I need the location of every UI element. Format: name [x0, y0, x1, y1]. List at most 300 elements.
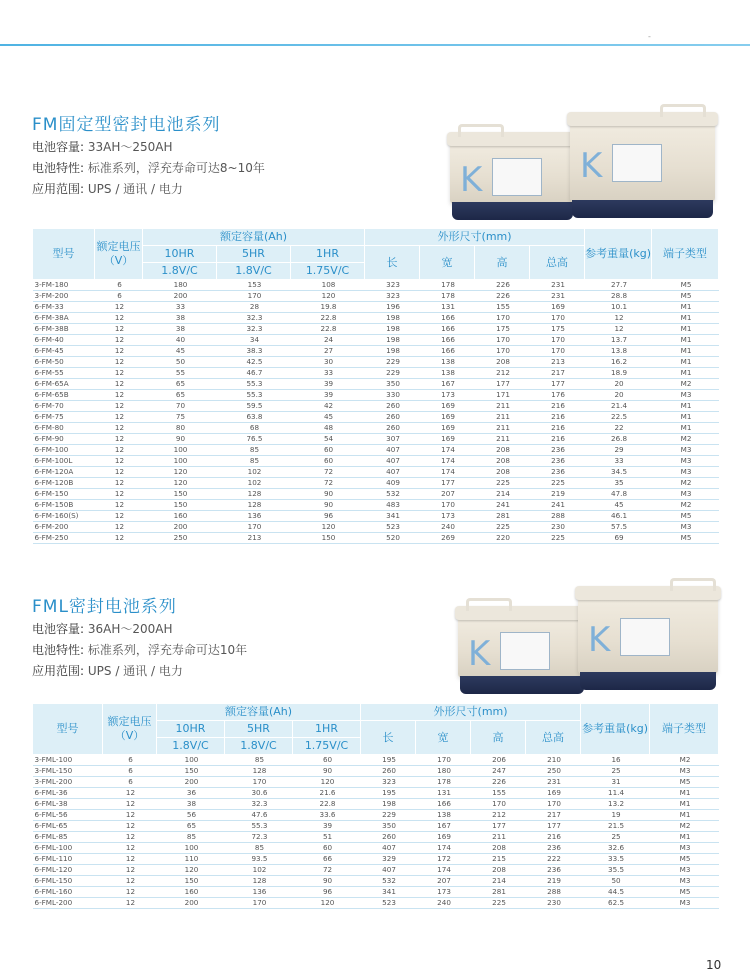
cell-width: 174 [416, 843, 471, 854]
cell-height: 171 [475, 390, 530, 401]
cell-cap-5hr: 153 [217, 280, 291, 291]
cell-cap-10hr: 100 [157, 755, 225, 766]
fm-title: FM固定型密封电池系列 [32, 115, 221, 135]
cell-weight: 47.8 [585, 489, 652, 500]
cell-length: 409 [365, 478, 420, 489]
fml-header-5hr: 5HR [225, 721, 293, 738]
cell-cap-1hr: 96 [291, 511, 365, 522]
table-row [33, 423, 719, 434]
cell-total-height: 219 [526, 876, 581, 887]
fml-header-1.8vc-a: 1.8V/C [157, 738, 225, 755]
cell-model: 6-FML-120 [33, 865, 103, 876]
cell-cap-5hr: 128 [217, 489, 291, 500]
cell-weight: 13.2 [581, 799, 650, 810]
cell-height: 212 [475, 368, 530, 379]
fml-header-1hr: 1HR [293, 721, 361, 738]
cell-cap-1hr: 22.8 [293, 799, 361, 810]
cell-length: 532 [361, 876, 416, 887]
cell-weight: 35 [585, 478, 652, 489]
cell-terminal: M5 [650, 854, 719, 865]
cell-terminal: M3 [652, 489, 719, 500]
cell-voltage: 6 [103, 755, 157, 766]
cell-width: 178 [416, 777, 471, 788]
table-row [33, 898, 719, 909]
cell-terminal: M1 [652, 313, 719, 324]
cell-cap-5hr: 128 [217, 500, 291, 511]
cell-weight: 22 [585, 423, 652, 434]
cell-terminal: M1 [650, 788, 719, 799]
cell-weight: 46.1 [585, 511, 652, 522]
fml-header-10hr: 10HR [157, 721, 225, 738]
cell-cap-5hr: 32.3 [217, 324, 291, 335]
cell-model: 6-FM-70 [33, 401, 95, 412]
cell-voltage: 6 [103, 777, 157, 788]
fml-scope-value: UPS / 通讯 / 电力 [87, 664, 183, 678]
cell-weight: 25 [581, 832, 650, 843]
cell-cap-5hr: 170 [225, 898, 293, 909]
cell-length: 260 [365, 412, 420, 423]
cell-weight: 45 [585, 500, 652, 511]
cell-weight: 13.7 [585, 335, 652, 346]
cell-cap-10hr: 150 [157, 766, 225, 777]
cell-length: 198 [361, 799, 416, 810]
cell-model: 6-FM-250 [33, 533, 95, 544]
cell-width: 178 [420, 291, 475, 302]
cell-width: 173 [420, 511, 475, 522]
cell-height: 226 [471, 777, 526, 788]
cell-total-height: 170 [530, 346, 585, 357]
cell-cap-5hr: 213 [217, 533, 291, 544]
cell-cap-1hr: 72 [293, 865, 361, 876]
cell-weight: 20 [585, 390, 652, 401]
cell-length: 229 [361, 810, 416, 821]
cell-terminal: M3 [650, 898, 719, 909]
cell-voltage: 12 [95, 313, 143, 324]
cell-total-height: 236 [526, 865, 581, 876]
cell-cap-5hr: 55.3 [217, 390, 291, 401]
cell-cap-5hr: 47.6 [225, 810, 293, 821]
cell-cap-1hr: 30 [291, 357, 365, 368]
table-row [33, 368, 719, 379]
cell-model: 6-FM-55 [33, 368, 95, 379]
cell-weight: 31 [581, 777, 650, 788]
fm-header-terminal: 端子类型 [652, 229, 719, 280]
cell-model: 6-FML-36 [33, 788, 103, 799]
fml-header-voltage: 额定电压（V） [103, 704, 157, 755]
cell-terminal: M5 [652, 280, 719, 291]
cell-voltage: 12 [95, 379, 143, 390]
cell-total-height: 236 [526, 843, 581, 854]
fm-feature-line [32, 159, 265, 176]
cell-model: 6-FML-150 [33, 876, 103, 887]
cell-length: 341 [365, 511, 420, 522]
cell-cap-1hr: 60 [291, 456, 365, 467]
cell-height: 170 [475, 346, 530, 357]
cell-model: 6-FM-150B [33, 500, 95, 511]
cell-cap-5hr: 72.3 [225, 832, 293, 843]
table-row [33, 799, 719, 810]
cell-length: 196 [365, 302, 420, 313]
cell-width: 138 [420, 368, 475, 379]
cell-cap-5hr: 102 [217, 467, 291, 478]
cell-voltage: 12 [95, 445, 143, 456]
cell-model: 6-FM-120B [33, 478, 95, 489]
cell-width: 174 [420, 467, 475, 478]
fml-feature-label: 电池特性: [32, 643, 85, 657]
fm-capacity-line [32, 138, 173, 155]
fml-scope-label: 应用范围: [32, 664, 85, 678]
fm-header-voltage: 额定电压（V） [95, 229, 143, 280]
cell-total-height: 210 [526, 755, 581, 766]
cell-cap-10hr: 50 [143, 357, 217, 368]
cell-terminal: M3 [652, 390, 719, 401]
fm-scope-label: 应用范围: [32, 182, 85, 196]
fml-header-height: 高 [471, 721, 526, 755]
cell-cap-5hr: 42.5 [217, 357, 291, 368]
cell-length: 307 [365, 434, 420, 445]
cell-total-height: 216 [530, 423, 585, 434]
table-row [33, 766, 719, 777]
table-row [33, 887, 719, 898]
cell-total-height: 231 [530, 291, 585, 302]
cell-cap-5hr: 32.3 [217, 313, 291, 324]
cell-weight: 13.8 [585, 346, 652, 357]
fm-header-1.8vc-a: 1.8V/C [143, 263, 217, 280]
cell-width: 240 [416, 898, 471, 909]
cell-total-height: 250 [526, 766, 581, 777]
cell-cap-1hr: 42 [291, 401, 365, 412]
cell-cap-1hr: 72 [291, 478, 365, 489]
fm-battery-large-image: K [570, 118, 715, 218]
cell-cap-5hr: 55.3 [225, 821, 293, 832]
cell-terminal: M5 [652, 511, 719, 522]
cell-total-height: 169 [526, 788, 581, 799]
fml-title: FML密封电池系列 [32, 597, 177, 617]
cell-total-height: 170 [530, 313, 585, 324]
cell-terminal: M2 [652, 500, 719, 511]
cell-cap-5hr: 170 [225, 777, 293, 788]
cell-voltage: 12 [95, 324, 143, 335]
fml-header-weight: 参考重量(kg) [581, 704, 650, 755]
cell-height: 211 [475, 401, 530, 412]
cell-height: 281 [471, 887, 526, 898]
cell-weight: 33.5 [581, 854, 650, 865]
cell-width: 138 [416, 810, 471, 821]
cell-cap-10hr: 110 [157, 854, 225, 865]
cell-terminal: M1 [652, 346, 719, 357]
cell-terminal: M3 [652, 522, 719, 533]
cell-model: 6-FM-150 [33, 489, 95, 500]
cell-cap-1hr: 39 [291, 379, 365, 390]
cell-weight: 28.8 [585, 291, 652, 302]
cell-weight: 20 [585, 379, 652, 390]
cell-width: 178 [420, 280, 475, 291]
table-row [33, 821, 719, 832]
fml-header-length: 长 [361, 721, 416, 755]
cell-width: 240 [420, 522, 475, 533]
cell-cap-5hr: 170 [217, 522, 291, 533]
cell-weight: 25 [581, 766, 650, 777]
cell-height: 211 [475, 412, 530, 423]
cell-weight: 32.6 [581, 843, 650, 854]
fml-header-terminal: 端子类型 [650, 704, 719, 755]
cell-total-height: 216 [526, 832, 581, 843]
cell-cap-1hr: 60 [291, 445, 365, 456]
table-row [33, 876, 719, 887]
cell-terminal: M1 [652, 401, 719, 412]
cell-weight: 34.5 [585, 467, 652, 478]
cell-length: 407 [365, 456, 420, 467]
cell-width: 169 [416, 832, 471, 843]
cell-width: 207 [420, 489, 475, 500]
cell-terminal: M2 [652, 478, 719, 489]
cell-height: 226 [475, 291, 530, 302]
cell-cap-1hr: 90 [293, 876, 361, 887]
cell-model: 6-FML-56 [33, 810, 103, 821]
table-row [33, 489, 719, 500]
cell-cap-1hr: 150 [291, 533, 365, 544]
cell-cap-10hr: 65 [157, 821, 225, 832]
cell-height: 170 [471, 799, 526, 810]
cell-model: 6-FM-100 [33, 445, 95, 456]
cell-total-height: 217 [526, 810, 581, 821]
cell-cap-1hr: 54 [291, 434, 365, 445]
cell-voltage: 12 [103, 865, 157, 876]
cell-weight: 16.2 [585, 357, 652, 368]
fml-capacity-line [32, 620, 173, 637]
cell-total-height: 216 [530, 412, 585, 423]
cell-model: 6-FM-160(S) [33, 511, 95, 522]
cell-voltage: 12 [95, 434, 143, 445]
fm-capacity-label: 电池容量: [32, 140, 85, 154]
cell-cap-5hr: 38.3 [217, 346, 291, 357]
cell-length: 341 [361, 887, 416, 898]
cell-cap-5hr: 128 [225, 876, 293, 887]
cell-length: 329 [361, 854, 416, 865]
cell-cap-10hr: 55 [143, 368, 217, 379]
cell-model: 6-FM-65B [33, 390, 95, 401]
cell-height: 220 [475, 533, 530, 544]
cell-length: 323 [365, 291, 420, 302]
cell-weight: 57.5 [585, 522, 652, 533]
cell-cap-10hr: 200 [157, 898, 225, 909]
cell-cap-5hr: 85 [217, 456, 291, 467]
cell-length: 195 [361, 788, 416, 799]
cell-terminal: M3 [652, 456, 719, 467]
cell-length: 407 [361, 843, 416, 854]
fm-scope-line [32, 180, 183, 197]
cell-voltage: 12 [103, 898, 157, 909]
cell-weight: 62.5 [581, 898, 650, 909]
table-row [33, 755, 719, 766]
fm-header-model: 型号 [33, 229, 95, 280]
fm-battery-small-image: K [450, 138, 575, 220]
cell-voltage: 12 [95, 522, 143, 533]
cell-model: 6-FM-65A [33, 379, 95, 390]
cell-weight: 69 [585, 533, 652, 544]
cell-weight: 18.9 [585, 368, 652, 379]
cell-weight: 19 [581, 810, 650, 821]
table-row [33, 280, 719, 291]
fm-header-1.8vc-b: 1.8V/C [217, 263, 291, 280]
fml-spec-table [32, 703, 719, 909]
table-row [33, 777, 719, 788]
cell-width: 166 [420, 346, 475, 357]
cell-cap-10hr: 65 [143, 379, 217, 390]
cell-total-height: 225 [530, 478, 585, 489]
cell-cap-10hr: 56 [157, 810, 225, 821]
cell-cap-5hr: 34 [217, 335, 291, 346]
cell-weight: 21.4 [585, 401, 652, 412]
cell-width: 131 [416, 788, 471, 799]
cell-length: 198 [365, 324, 420, 335]
table-row [33, 478, 719, 489]
cell-cap-10hr: 100 [143, 445, 217, 456]
cell-terminal: M2 [650, 821, 719, 832]
fm-spec-table [32, 228, 719, 544]
cell-terminal: M5 [650, 777, 719, 788]
cell-height: 225 [475, 522, 530, 533]
cell-height: 247 [471, 766, 526, 777]
table-row [33, 522, 719, 533]
cell-width: 170 [416, 755, 471, 766]
cell-cap-10hr: 150 [143, 489, 217, 500]
cell-total-height: 231 [526, 777, 581, 788]
cell-height: 170 [475, 335, 530, 346]
cell-weight: 35.5 [581, 865, 650, 876]
cell-cap-1hr: 108 [291, 280, 365, 291]
cell-width: 169 [420, 434, 475, 445]
cell-voltage: 12 [103, 799, 157, 810]
cell-length: 407 [365, 445, 420, 456]
fml-header-1.8vc-b: 1.8V/C [225, 738, 293, 755]
cell-cap-1hr: 120 [293, 777, 361, 788]
cell-voltage: 12 [95, 500, 143, 511]
cell-width: 177 [420, 478, 475, 489]
cell-terminal: M3 [650, 766, 719, 777]
table-row [33, 843, 719, 854]
cell-height: 212 [471, 810, 526, 821]
fm-feature-value: 标准系列，浮充寿命可达8~10年 [87, 161, 265, 175]
cell-cap-10hr: 200 [143, 522, 217, 533]
cell-cap-1hr: 120 [291, 291, 365, 302]
cell-length: 350 [361, 821, 416, 832]
cell-voltage: 12 [103, 810, 157, 821]
table-row [33, 401, 719, 412]
cell-cap-1hr: 66 [293, 854, 361, 865]
table-row [33, 335, 719, 346]
cell-voltage: 12 [95, 412, 143, 423]
cell-total-height: 236 [530, 467, 585, 478]
cell-length: 260 [365, 401, 420, 412]
cell-cap-1hr: 48 [291, 423, 365, 434]
cell-terminal: M3 [650, 843, 719, 854]
cell-cap-10hr: 120 [143, 478, 217, 489]
fm-header-length: 长 [365, 246, 420, 280]
cell-cap-5hr: 46.7 [217, 368, 291, 379]
cell-width: 170 [420, 500, 475, 511]
cell-total-height: 288 [526, 887, 581, 898]
cell-model: 6-FM-120A [33, 467, 95, 478]
cell-length: 330 [365, 390, 420, 401]
cell-weight: 21.5 [581, 821, 650, 832]
cell-cap-10hr: 85 [157, 832, 225, 843]
cell-height: 175 [475, 324, 530, 335]
cell-cap-5hr: 59.5 [217, 401, 291, 412]
cell-length: 323 [365, 280, 420, 291]
cell-terminal: M5 [650, 887, 719, 898]
cell-width: 180 [416, 766, 471, 777]
cell-cap-1hr: 45 [291, 412, 365, 423]
cell-weight: 12 [585, 324, 652, 335]
cell-cap-5hr: 76.5 [217, 434, 291, 445]
cell-voltage: 12 [95, 456, 143, 467]
cell-cap-1hr: 60 [293, 755, 361, 766]
cell-cap-1hr: 39 [293, 821, 361, 832]
cell-voltage: 12 [95, 357, 143, 368]
cell-total-height: 288 [530, 511, 585, 522]
table-row [33, 313, 719, 324]
cell-model: 3-FML-100 [33, 755, 103, 766]
table-row [33, 533, 719, 544]
cell-total-height: 176 [530, 390, 585, 401]
cell-height: 208 [475, 445, 530, 456]
cell-cap-1hr: 51 [293, 832, 361, 843]
cell-length: 260 [361, 766, 416, 777]
table-row [33, 434, 719, 445]
cell-length: 407 [365, 467, 420, 478]
cell-model: 3-FML-200 [33, 777, 103, 788]
cell-cap-10hr: 90 [143, 434, 217, 445]
fml-header-capacity: 额定容量(Ah) [157, 704, 361, 721]
cell-height: 170 [475, 313, 530, 324]
cell-model: 3-FM-180 [33, 280, 95, 291]
cell-cap-5hr: 136 [225, 887, 293, 898]
cell-model: 6-FML-65 [33, 821, 103, 832]
cell-length: 523 [361, 898, 416, 909]
fml-header-model: 型号 [33, 704, 103, 755]
cell-model: 6-FM-33 [33, 302, 95, 313]
cell-weight: 10.1 [585, 302, 652, 313]
cell-width: 173 [420, 390, 475, 401]
cell-cap-5hr: 102 [225, 865, 293, 876]
cell-voltage: 12 [95, 533, 143, 544]
fm-header-width: 宽 [420, 246, 475, 280]
cell-cap-10hr: 250 [143, 533, 217, 544]
cell-total-height: 177 [526, 821, 581, 832]
fm-feature-label: 电池特性: [32, 161, 85, 175]
cell-total-height: 216 [530, 401, 585, 412]
cell-weight: 16 [581, 755, 650, 766]
cell-cap-5hr: 85 [225, 755, 293, 766]
cell-weight: 29 [585, 445, 652, 456]
cell-voltage: 6 [103, 766, 157, 777]
cell-length: 229 [365, 368, 420, 379]
cell-cap-10hr: 70 [143, 401, 217, 412]
cell-height: 226 [475, 280, 530, 291]
cell-height: 214 [475, 489, 530, 500]
cell-total-height: 177 [530, 379, 585, 390]
cell-height: 208 [475, 456, 530, 467]
cell-height: 211 [471, 832, 526, 843]
table-row [33, 346, 719, 357]
cell-terminal: M3 [652, 467, 719, 478]
cell-weight: 22.5 [585, 412, 652, 423]
cell-voltage: 12 [95, 346, 143, 357]
cell-cap-1hr: 90 [291, 489, 365, 500]
cell-cap-10hr: 200 [157, 777, 225, 788]
fml-header-width: 宽 [416, 721, 471, 755]
